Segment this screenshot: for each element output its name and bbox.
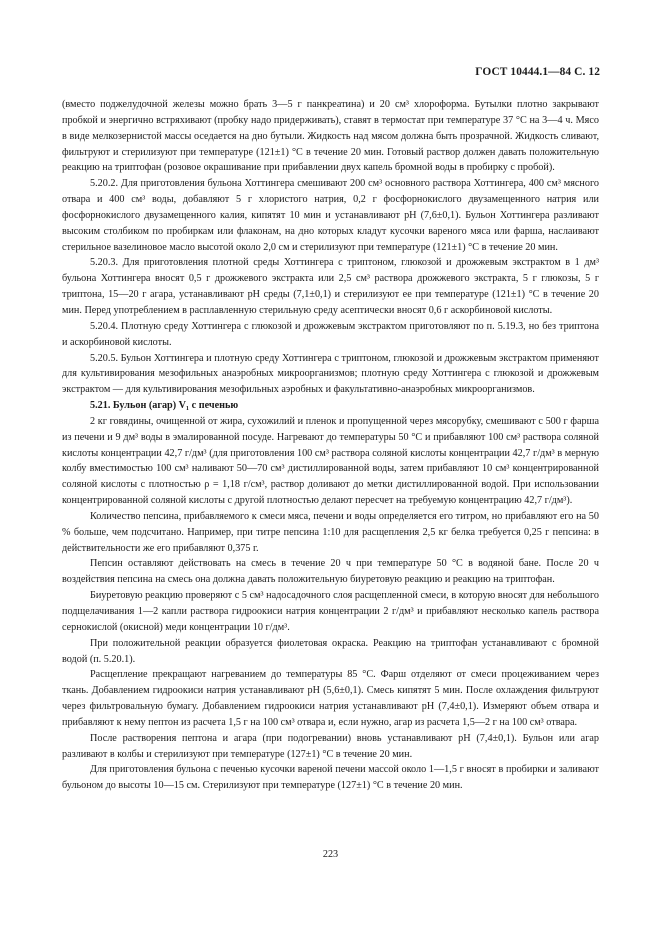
section-title-text: 5.21. Бульон (агар) V₁ с печенью — [90, 400, 239, 412]
paragraph: (вместо поджелудочной железы можно брать 3—5 г панкреатина) и 20 см³ хлороформа. Бутылки плотно закрывают пробкой и энергично встряхивают (пробку надо придерживать), ставят в термостат при температуре 37 °С на 3—4 ч. Мясо в виде мелкозернистой массы оседается на дно бутыли. Жидкость над мясом должна быть прозрачной. Жидкость сливают, фильтруют и стерилизуют при температуре (121±1) °С в течение 20 мин. Готовый раствор должен давать положительную реакцию на триптофан (розовое окрашивание при прибавлении двух капель бромной воды в пробирку с пробой). — [62, 99, 599, 174]
paragraph: Пепсин оставляют действовать на смесь в течение 20 ч при температуре 50 °С в водяной бане. После 20 ч воздействия пепсина на смесь она должна давать положительную биуретовую реакцию и реакцию на триптофан. — [62, 558, 599, 586]
page-number: 223 — [322, 849, 339, 860]
paragraph-5-20-3: 5.20.3. Для приготовления плотной среды Хоттингера с триптоном, глюкозой и дрожжевым экстрактом в 1 дм³ бульона Хоттингера вносят 0,5 г дрожжевого экстракта или 2,5 см³ раствора дрожжевого экстракта, 5 г глюкозы, 5 г триптона, 15—20 г агара, устанавливают рН среды (7,1±0,1) и стерилизуют ее при температуре (121±1) °С в течение 20 мин. Перед употреблением в расплавленную стерильную среду асептически вносят 0,6 г аскорбиновой кислоты. — [62, 257, 599, 316]
paragraph-5-20-5: 5.20.5. Бульон Хоттингера и плотную среду Хоттингера с триптоном, глюкозой и дрожжевым экстрактом применяют для культивирования мезофильных анаэробных микроорганизмов; плотную среду Хоттингера с глюкозой и дрожжевым экстрактом — для культивирования мезофильных аэробных и факультативно-анаэробных микроорганизмов. — [62, 352, 599, 396]
document-body — [62, 97, 599, 794]
paragraph-5-20-4: 5.20.4. Плотную среду Хоттингера с глюкозой и дрожжевым экстрактом приготовляют по п. 5.19.3, но без триптона и аскорбиновой кислоты. — [62, 320, 599, 348]
paragraph: Количество пепсина, прибавляемого к смеси мяса, печени и воды определяется его титром, но прибавляют его на 50 % больше, чем подсчитано. Например, при титре пепсина 1:10 для расщепления 2,5 кг белка требуется 0,25 г пепсина: в действительности же его прибавляют 0,375 г. — [62, 510, 599, 554]
paragraph: Для приготовления бульона с печенью кусочки вареной печени массой около 1—1,5 г вносят в пробирки и заливают бульоном до высоты 10—15 см. Стерилизуют при температуре (127±1) °С в течение 20 мин. — [62, 764, 599, 792]
paragraph-5-20-2: 5.20.2. Для приготовления бульона Хоттингера смешивают 200 см³ основного раствора Хоттингера, 400 см³ мясного отвара и 400 см³ воды, добавляют 5 г хлористого натрия, 0,2 г фосфорнокислого двузамещенного натрия или фосфорнокислого двузамещенного калия, кипятят 10 мин и устанавливают рН (7,6±0,1). Бульон Хоттингера разливают высоким столбиком по пробиркам или флаконам, на дно которых кладут кусочки вареного мяса или фарша, наслаивают стерильное вазелиновое масло высотой около 2,0 см и стерилизуют при температуре (121±1) °С в течение 20 мин. — [62, 178, 599, 253]
paragraph: После растворения пептона и агара (при подогревании) вновь устанавливают рН (7,4±0,1). Бульон или агар разливают в колбы и стерилизуют при температуре (127±1) °С в течение 20 мин. — [62, 732, 599, 760]
section-5-21-title — [62, 398, 599, 414]
paragraph: Биуретовую реакцию проверяют с 5 см³ надосадочного слоя расщепленной смеси, в которую вносят для небольшого подщелачивания 1—2 капли раствора гидроокиси натрия концентрации 2 г/дм³ и прибавляют несколько капель раствора сернокислой (окисной) меди концентрации 10 г/дм³. — [62, 590, 599, 633]
paragraph: При положительной реакции образуется фиолетовая окраска. Реакцию на триптофан устанавливают с бромной водой (п. 5.20.1). — [62, 637, 599, 665]
paragraph: 2 кг говядины, очищенной от жира, сухожилий и пленок и пропущенной через мясорубку, смешивают с 500 г фарша из печени и 9 дм³ воды в эмалированной посуде. Нагревают до температуры 50 °С и прибавляют 100 см³ раствора соляной кислоты концентрации 42,7 г/дм³ (для приготовления 100 см³ раствора соляной кислоты концентрации 42,7 г/дм³ в мерную колбу вместимостью 100 см³ наливают 50—70 см³ дистиллированной воды, затем прибавляют 10 см³ концентрированной соляной кислоты с плотностью ρ = 1,18 г/см³, раствор доливают до метки дистиллированной водой. При использовании концентрированной соляной кислоты с другой плотностью делают пересчет на требуемую концентрацию 42,7 г/дм³). — [62, 415, 599, 507]
paragraph: Расщепление прекращают нагреванием до температуры 85 °С. Фарш отделяют от смеси процеживанием через ткань. Добавлением гидроокиси натрия устанавливают рН (5,6±0,1). Смесь кипятят 5 мин. После охлаждения фильтруют через фильтровальную бумагу. Добавлением гидроокиси натрия устанавливают рН (7,4±0,1). Измеряют объем отвара и прибавляют к нему пептон из расчета 1,5 г на 100 см³ отвара и, если нужно, агар из расчета 1,5—2 г на 100 см³ отвара. — [62, 669, 599, 728]
standard-header: ГОСТ 10444.1—84 С. 12 — [475, 66, 600, 78]
